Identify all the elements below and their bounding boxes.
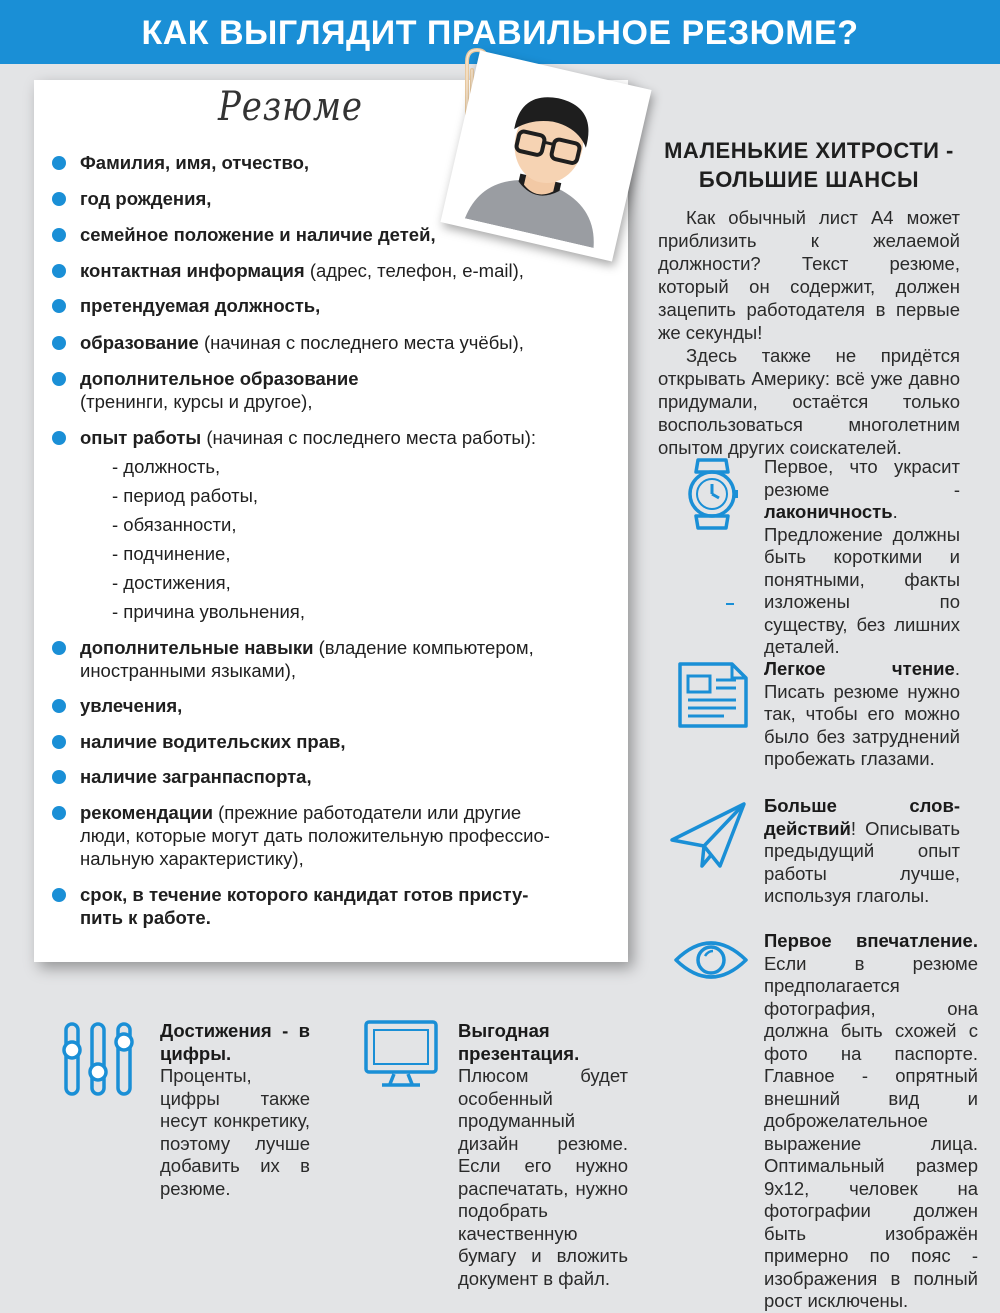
tip-easy-reading: Легкое чтение. Писать резюме нужно так, чтобы его можно было без затруднений пробежать глазами. xyxy=(764,658,960,769)
experience-subitem: - причина увольнения, xyxy=(112,601,305,622)
experience-subitem: - достижения, xyxy=(112,572,231,593)
bullet-dot xyxy=(52,228,66,242)
resume-item: контактная информация (адрес, телефон, e-mail), xyxy=(80,260,524,281)
bullet-dot xyxy=(52,735,66,749)
eye-icon xyxy=(672,934,750,986)
page-title: КАК ВЫГЛЯДИТ ПРАВИЛЬНОЕ РЕЗЮМЕ? xyxy=(0,0,1000,64)
experience-subitem: - период работы, xyxy=(112,485,259,506)
tips-title: МАЛЕНЬКИЕ ХИТРОСТИ - БОЛЬШИЕ ШАНСЫ xyxy=(664,138,954,192)
bullet-dot xyxy=(52,806,66,820)
resume-item: дополнительные навыки (владение компьютером, иностранными языками), xyxy=(80,637,534,681)
resume-item: увлечения, xyxy=(80,695,183,716)
tips-intro: Как обычный лист А4 может приблизить к желаемой должности? Текст резюме, который он содержит, должен зацепить работодателя в первые же секунды! Здесь также не придётся открывать Америку: всё уже давно придумали, остаётся только воспользоваться многолетним опытом других соискателей. xyxy=(658,207,960,458)
paper-plane-icon xyxy=(668,800,748,872)
tip-presentation: Выгодная презентация. Плюсом будет особенный продуманный дизайн резюме. Если его нужно распечатать, нужно подобрать качественную бумагу и вложить документ в файл. xyxy=(458,1020,628,1289)
watch-icon xyxy=(682,456,742,532)
tip-action-words: Больше слов-действий! Описывать предыдущий опыт работы лучше, используя глаголы. xyxy=(764,795,960,906)
bullet-dot xyxy=(52,699,66,713)
tip-conciseness: Первое, что украсит резюме - лаконичность. Предложение должны быть короткими и понятными, факты изложены по существу, без лишних деталей. xyxy=(764,456,960,657)
bullet-dot xyxy=(52,192,66,206)
resume-item: образование (начиная с последнего места учёбы), xyxy=(80,332,524,353)
bullet-dot xyxy=(52,156,66,170)
bullet-dot xyxy=(52,372,66,386)
bullet-dot xyxy=(52,264,66,278)
resume-item: наличие загранпаспорта, xyxy=(80,766,312,787)
resume-item: опыт работы (начиная с последнего места работы): xyxy=(80,427,537,448)
bullet-dot xyxy=(52,336,66,350)
resume-item: срок, в течение которого кандидат готов присту- пить к работе. xyxy=(80,884,529,928)
sliders-icon xyxy=(58,1020,138,1098)
bullet-dot xyxy=(52,431,66,445)
bullet-dot xyxy=(52,770,66,784)
bullet-dot xyxy=(52,641,66,655)
document-icon xyxy=(676,660,750,730)
bullet-dot xyxy=(52,299,66,313)
experience-subitem: - обязанности, xyxy=(112,514,237,535)
resume-item: рекомендации (прежние работодатели или другие люди, которые могут дать положительную профессио- нальную характеристику), xyxy=(80,802,550,869)
resume-item: дополнительное образование (тренинги, курсы и другое), xyxy=(80,368,359,412)
monitor-icon xyxy=(362,1018,440,1090)
resume-item: наличие водительских прав, xyxy=(80,731,346,752)
resume-item: семейное положение и наличие детей, xyxy=(80,224,436,245)
experience-subitem: - подчинение, xyxy=(112,543,231,564)
resume-title: Резюме xyxy=(218,84,363,130)
decor-dash xyxy=(726,603,734,605)
experience-subitem: - должность, xyxy=(112,456,221,477)
bullet-dot xyxy=(52,888,66,902)
resume-item: претендуемая должность, xyxy=(80,295,321,316)
resume-item: Фамилия, имя, отчество, xyxy=(80,152,310,173)
tip-first-impression: Первое впечатление. Если в резюме предполагается фотография, она должна быть схожей с фото на паспорте. Главное - опрятный внешний вид и доброжелательное выражение лица. Оптимальный размер 9x12, человек на фотографии должен быть изображён примерно по пояс - изображения в полный рост исключены. xyxy=(764,930,978,1311)
resume-item: год рождения, xyxy=(80,188,212,209)
tip-achievements: Достижения - в цифры. Проценты, цифры также несут конкретику, поэтому лучше добавить их в резюме. xyxy=(160,1020,310,1199)
